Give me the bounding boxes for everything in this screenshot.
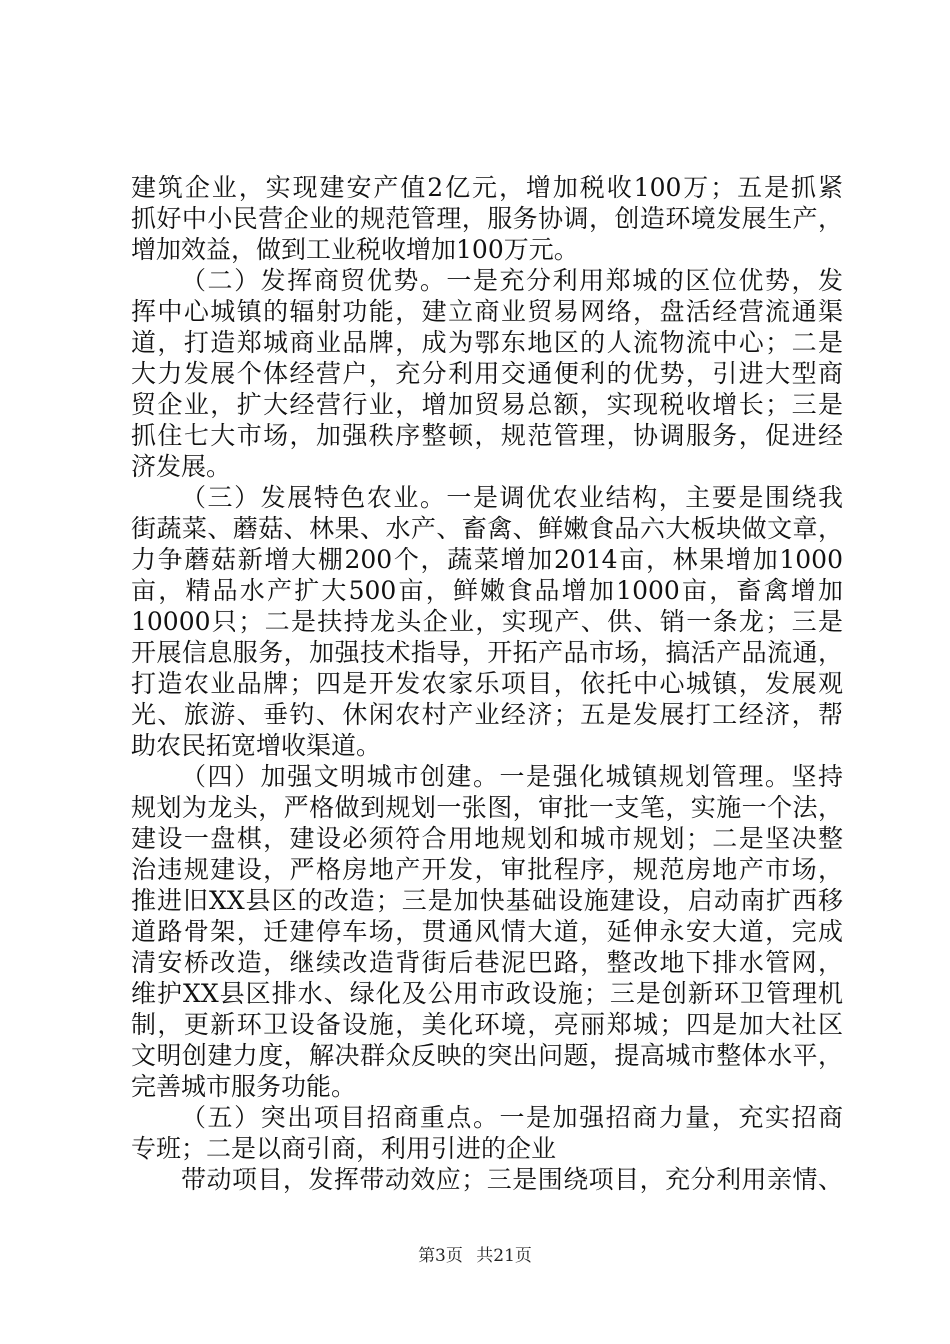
text-line: 制，更新环卫设备设施，美化环境，亮丽郑城；四是加大社区	[131, 1010, 843, 1039]
text-line: 打造农业品牌；四是开发农家乐项目，依托中心城镇，发展观	[131, 669, 843, 698]
text-line: 道路骨架，迁建停车场，贯通风情大道，延伸永安大道，完成	[131, 917, 843, 946]
text-line: 文明创建力度，解决群众反映的突出问题，提高城市整体水平，	[131, 1041, 843, 1070]
text-line: 济发展。	[131, 452, 232, 481]
text-line: 专班；二是以商引商，利用引进的企业	[131, 1134, 557, 1163]
text-line: 带动项目，发挥带动效应；三是围绕项目，充分利用亲情、	[181, 1165, 843, 1194]
text-line: 道，打造郑城商业品牌，成为鄂东地区的人流物流中心；二是	[131, 328, 843, 357]
text-line: 街蔬菜、蘑菇、林果、水产、畜禽、鲜嫩食品六大板块做文章，	[131, 514, 843, 543]
paragraph-heading-line: （三）发展特色农业。一是调优农业结构，主要是围绕我	[181, 483, 843, 512]
text-line: 大力发展个体经营户，充分利用交通便利的优势，引进大型商	[131, 359, 843, 388]
page-footer	[0, 1241, 950, 1266]
text-line: 推进旧XX县区的改造；三是加快基础设施建设，启动南扩西移	[131, 886, 843, 915]
text-line: 亩，精品水产扩大500亩，鲜嫩食品增加1000亩，畜禽增加	[131, 576, 843, 605]
text-line: 维护XX县区排水、绿化及公用市政设施；三是创新环卫管理机	[131, 979, 843, 1008]
text-line: 清安桥改造，继续改造背街后巷泥巴路，整改地下排水管网，	[131, 948, 843, 977]
text-line: 治违规建设，严格房地产开发，审批程序，规范房地产市场，	[131, 855, 843, 884]
page-total: 共21页	[476, 1246, 532, 1266]
paragraph-heading-line: （五）突出项目招商重点。一是加强招商力量，充实招商	[181, 1103, 843, 1132]
text-line: 光、旅游、垂钓、休闲农村产业经济；五是发展打工经济，帮	[131, 700, 843, 729]
text-line: 建筑企业，实现建安产值2亿元，增加税收100万；五是抓紧	[131, 173, 843, 202]
text-line: 抓好中小民营企业的规范管理，服务协调，创造环境发展生产，	[131, 204, 843, 233]
paragraph-heading-line: （二）发挥商贸优势。一是充分利用郑城的区位优势，发	[181, 266, 843, 295]
text-line: 挥中心城镇的辐射功能，建立商业贸易网络，盘活经营流通渠	[131, 297, 843, 326]
page-number: 第3页	[418, 1246, 463, 1266]
text-line: 开展信息服务，加强技术指导，开拓产品市场，搞活产品流通，	[131, 638, 843, 667]
text-line: 完善城市服务功能。	[131, 1072, 357, 1101]
text-line: 规划为龙头，严格做到规划一张图，审批一支笔，实施一个法，	[131, 793, 843, 822]
text-line: 建设一盘棋，建设必须符合用地规划和城市规划；二是坚决整	[131, 824, 843, 853]
text-line: 10000只；二是扶持龙头企业，实现产、供、销一条龙；三是	[131, 607, 843, 636]
text-line: 贸企业，扩大经营行业，增加贸易总额，实现税收增长；三是	[131, 390, 843, 419]
paragraph-heading-line: （四）加强文明城市创建。一是强化城镇规划管理。坚持	[181, 762, 843, 791]
text-line: 力争蘑菇新增大棚200个，蔬菜增加2014亩，林果增加1000	[131, 545, 843, 574]
document-body	[131, 172, 843, 1195]
text-line: 助农民拓宽增收渠道。	[131, 731, 382, 760]
text-line: 抓住七大市场，加强秩序整顿，规范管理，协调服务，促进经	[131, 421, 843, 450]
text-line: 增加效益，做到工业税收增加100万元。	[131, 235, 579, 264]
